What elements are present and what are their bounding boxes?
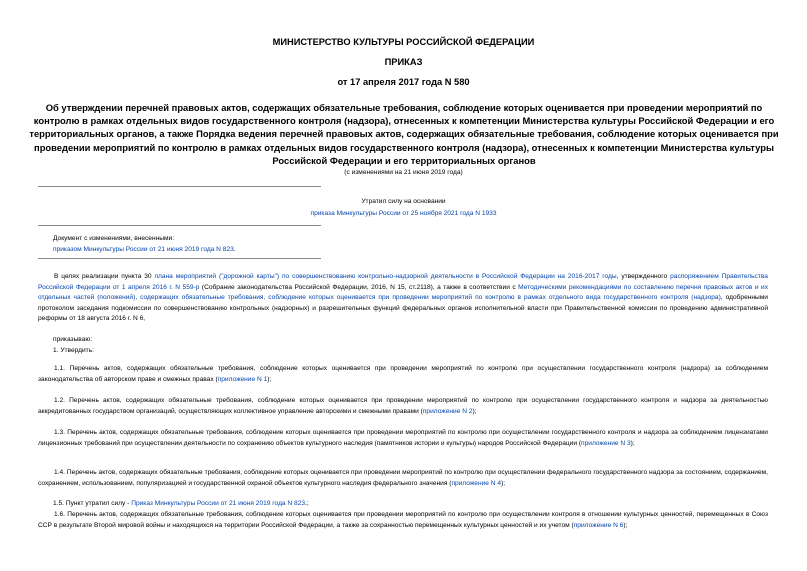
item-1-5 [53, 500, 309, 507]
item-1-3-text: 1.3. Перечень актов, содержащих обязательные требования, соблюдение которых оценивается при проведении мероприятий по контролю при осуществлении государственного контроля и надзора за соблюдением лицензиатами лицензионных требований при осуществлении деятельности по сохранению объектов культурного наследия (памятников истории и культуры) народов Российской Федерации ( [38, 429, 768, 447]
appendix-1-link[interactable]: приложение N 1 [217, 375, 268, 383]
lost-force-link[interactable]: приказа Минкультуры России от 25 ноября 2021 года N 1933 [310, 210, 497, 217]
item-1-2-tail: ); [472, 407, 477, 415]
item-1-4-tail: ); [501, 479, 506, 487]
preamble-text-2: , утвержденного [616, 273, 671, 280]
recommendations-link[interactable]: Методическими рекомендациями по составлению перечня правовых актов и их отдельных частей (положений), содержащих обязательные требования, соблюдение которых оценивается при проведении мероприятий по контролю в рамках отдельного вида государственного контроля (надзора) [38, 283, 769, 302]
item-1-3 [38, 428, 768, 449]
divider-rule [38, 225, 321, 226]
item-1-1-tail: ); [267, 375, 272, 383]
item-1: 1. Утвердить: [53, 347, 94, 354]
item-1-1 [38, 364, 768, 385]
preamble-text-3: (Собрание законодательства Российской Федерации, 2016, N 15, ст.2118), а также в соответствии с [199, 283, 519, 291]
appendix-6-link[interactable]: приложение N 6 [573, 521, 624, 529]
doc-changes-tail: . [233, 246, 236, 253]
roadmap-link[interactable]: плана мероприятий ("дорожной карты") по совершенствованию контрольно-надзорной деятельности в Российской Федерации на 2016-2017 годы [154, 273, 617, 280]
item-1-2-text: 1.2. Перечень актов, содержащих обязательные требования, соблюдение которых оценивается при проведении мероприятий по контролю при осуществлении государственного контроля и надзора за деятельностью аккредитованных государством организаций, осуществляющих коллективное управление авторскими и смежными правами ( [38, 397, 768, 415]
doc-changes-block [53, 233, 236, 255]
preamble-text-4: , одобренными протоколом заседания подкомиссии по совершенствованию контрольных (надзорных) и разрешительных функций федеральных органов исполнительной власти при Правительственной комиссии по проведению административной реформы от 18 августа 2016 г. N 6, [38, 294, 768, 323]
doc-type-heading: ПРИКАЗ [384, 57, 423, 67]
appendix-2-link[interactable]: приложение N 2 [422, 407, 473, 415]
document-title: Об утверждении перечней правовых актов, содержащих обязательные требования, соблюдение которых оценивается при проведении мероприятий по контролю в рамках отдельных видов государственного контроля (надзора), отнесенных к компетенции Министерства культуры Российской Федерации и его территориальных органов, а также Порядка ведения перечней правовых актов, содержащих обязательные требования, соблюдение которых оценивается при проведении мероприятий по контролю в рамках отдельных видов государственного контроля (надзора), отнесенных к компетенции Министерства культуры Российской Федерации и его территориальных органов [29, 102, 779, 166]
item-1-6-tail: ); [623, 521, 628, 529]
item-1-6 [38, 510, 768, 531]
item-1-4-text: 1.4. Перечень актов, содержащих обязательные требования, соблюдение которых оценивается при проведении мероприятий по контролю при осуществлении федерального государственного надзора за состоянием, содержанием, сохранением, использованием, популяризацией и государственной охраной объектов культурного наследия федерального значения ( [38, 469, 768, 487]
preamble-text-1: В целях реализации пункта 30 [54, 273, 155, 280]
item-1-5-text: 1.5. Пункт утратил силу - [53, 500, 132, 507]
item-1-5-tail: .; [305, 500, 309, 507]
item-1-6-text: 1.6. Перечень актов, содержащих обязательные требования, соблюдение которых оценивается при проведении мероприятий по контролю при осуществлении контроля в отношении культурных ценностей, перемещенных в Союз ССР в результате Второй мировой войны и находящихся на территории Российской Федерации, а также за сохранностью перемещенных культурных ценностей и их учетом ( [38, 511, 768, 529]
ministry-heading: МИНИСТЕРСТВО КУЛЬТУРЫ РОССИЙСКОЙ ФЕДЕРАЦИИ [272, 37, 535, 47]
date-number-heading: от 17 апреля 2017 года N 580 [337, 77, 470, 87]
repeal-order-link[interactable]: Приказ Минкультуры России от 21 июня 2019 года N 823 [131, 500, 306, 507]
lost-force-label: Утратил силу на основании [361, 198, 446, 205]
preamble-paragraph [38, 272, 768, 325]
doc-changes-label: Документ с изменениями, внесенными: [53, 235, 175, 242]
changes-note: (с изменениями на 21 июня 2019 года) [344, 169, 463, 176]
order-word: приказываю: [53, 336, 93, 343]
divider-rule [38, 258, 321, 259]
doc-changes-link[interactable]: приказом Минкультуры России от 21 июня 2019 года N 823 [53, 246, 234, 253]
item-1-1-text: 1.1. Перечень актов, содержащих обязательные требования, соблюдение которых оценивается при проведении мероприятий по контролю при осуществлении государственного контроля (надзора) за соблюдением законодательства об авторском праве и смежных правах ( [38, 365, 768, 383]
divider-rule [38, 186, 321, 187]
decree-link[interactable]: распоряжением Правительства Российской Федерации от 1 апреля 2016 г. N 559-р [38, 273, 768, 291]
doc-changes-line [53, 244, 236, 255]
item-1-4 [38, 468, 768, 489]
appendix-4-link[interactable]: приложение N 4 [451, 479, 502, 487]
appendix-3-link[interactable]: приложение N 3 [581, 439, 631, 447]
item-1-3-tail: ); [630, 439, 635, 447]
item-1-2 [38, 396, 768, 417]
